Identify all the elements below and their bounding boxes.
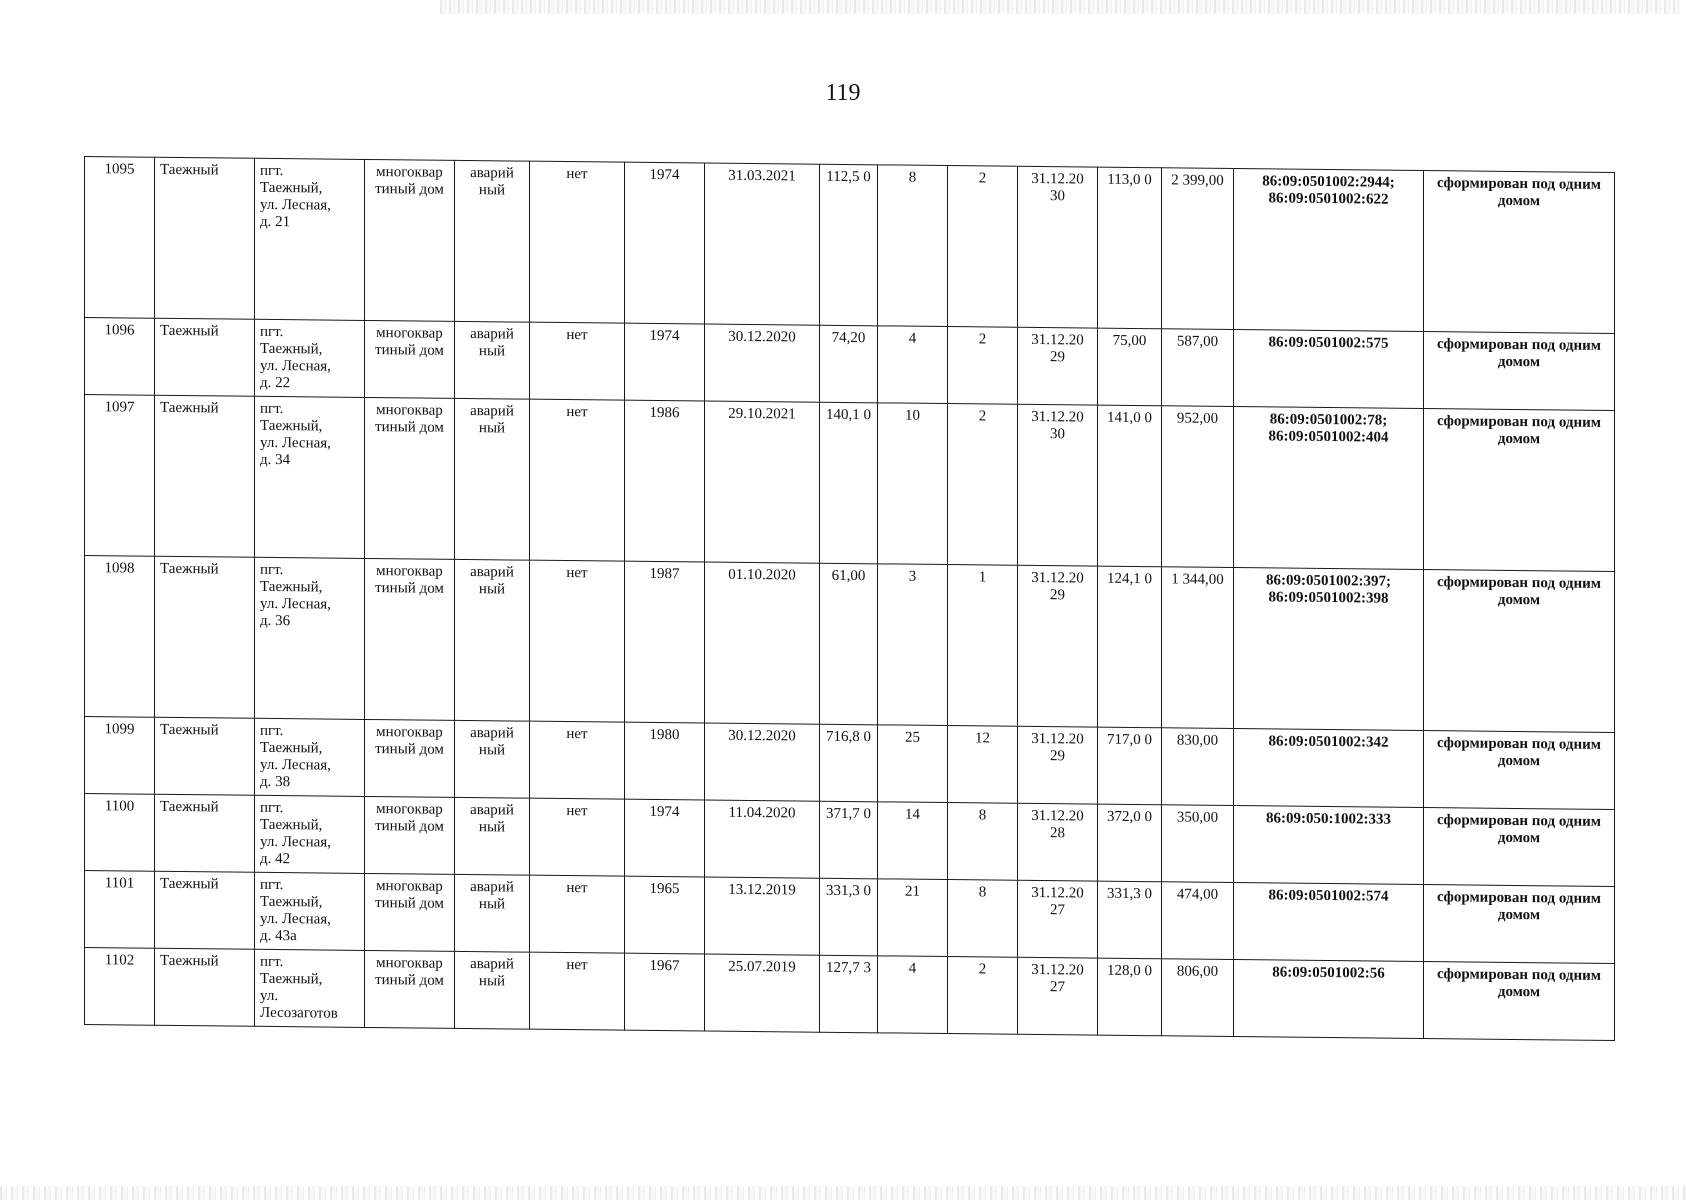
year: 1974 (625, 799, 705, 877)
date: 31.03.2021 (705, 163, 820, 325)
row-number: 1099 (85, 717, 155, 795)
deadline: 31.12.20 28 (1018, 803, 1098, 881)
residents: 4 (878, 956, 948, 1034)
cadastral-number: 86:09:050:1002:333 (1234, 806, 1424, 885)
cadastral-number: 86:09:0501002:2944; 86:09:0501002:622 (1234, 169, 1424, 332)
table-row (85, 395, 1615, 572)
status: нет (530, 322, 625, 400)
address: пгт. Таежный, ул. Лесная, д. 42 (255, 795, 365, 873)
address: пгт. Таежный, ул. Лесная, д. 36 (255, 557, 365, 719)
area: 716,8 0 (820, 724, 878, 802)
status: нет (530, 798, 625, 876)
row-number: 1097 (85, 395, 155, 557)
apartments: 12 (948, 726, 1018, 804)
land-status: сформирован под одним домом (1424, 409, 1615, 572)
apartments: 8 (948, 803, 1018, 881)
cost: 806,00 (1162, 959, 1234, 1037)
apartments: 8 (948, 880, 1018, 958)
scan-artifact-bottom (0, 1186, 1686, 1200)
cadastral-number: 86:09:0501002:78; 86:09:0501002:404 (1234, 407, 1424, 570)
building-type: многоквар тиный дом (365, 320, 455, 398)
building-type: многоквар тиный дом (365, 796, 455, 874)
apartments: 2 (948, 166, 1018, 328)
date: 25.07.2019 (705, 954, 820, 1032)
deadline: 31.12.20 29 (1018, 565, 1098, 727)
date: 30.12.2020 (705, 324, 820, 402)
cost: 830,00 (1162, 728, 1234, 806)
year: 1974 (625, 162, 705, 324)
area: 74,20 (820, 325, 878, 403)
date: 29.10.2021 (705, 401, 820, 563)
building-type: многоквар тиный дом (365, 558, 455, 720)
residents: 3 (878, 564, 948, 726)
residents: 4 (878, 326, 948, 404)
municipality: Таежный (155, 157, 255, 319)
municipality: Таежный (155, 395, 255, 557)
status: нет (530, 721, 625, 799)
municipality: Таежный (155, 794, 255, 872)
municipality: Таежный (155, 556, 255, 718)
area-2: 113,0 0 (1098, 167, 1162, 329)
address: пгт. Таежный, ул. Лесная, д. 43а (255, 872, 365, 950)
table-row (85, 948, 1615, 1041)
date: 13.12.2019 (705, 877, 820, 955)
area-2: 141,0 0 (1098, 405, 1162, 567)
cost: 1 344,00 (1162, 567, 1234, 729)
row-number: 1096 (85, 318, 155, 396)
year: 1986 (625, 400, 705, 562)
municipality: Таежный (155, 318, 255, 396)
land-status: сформирован под одним домом (1424, 171, 1615, 334)
row-number: 1095 (85, 157, 155, 319)
deadline: 31.12.20 29 (1018, 726, 1098, 804)
land-status: сформирован под одним домом (1424, 962, 1615, 1041)
date: 30.12.2020 (705, 723, 820, 801)
apartments: 1 (948, 565, 1018, 727)
housing-register-table (84, 156, 1615, 1041)
cost: 474,00 (1162, 882, 1234, 960)
area-2: 372,0 0 (1098, 804, 1162, 882)
condition: аварий ный (455, 874, 530, 952)
date: 01.10.2020 (705, 562, 820, 724)
status: нет (530, 952, 625, 1030)
area: 61,00 (820, 563, 878, 725)
row-number: 1100 (85, 794, 155, 872)
cost: 587,00 (1162, 329, 1234, 407)
status: нет (530, 560, 625, 722)
apartments: 2 (948, 957, 1018, 1035)
condition: аварий ный (455, 797, 530, 875)
year: 1965 (625, 876, 705, 954)
deadline: 31.12.20 27 (1018, 880, 1098, 958)
apartments: 2 (948, 404, 1018, 566)
area: 112,5 0 (820, 164, 878, 326)
cost: 350,00 (1162, 805, 1234, 883)
area-2: 75,00 (1098, 328, 1162, 406)
building-type: многоквар тиный дом (365, 159, 455, 321)
municipality: Таежный (155, 717, 255, 795)
building-type: многоквар тиный дом (365, 719, 455, 797)
year: 1980 (625, 722, 705, 800)
area-2: 124,1 0 (1098, 566, 1162, 728)
page-number: 119 (825, 80, 861, 106)
area-2: 717,0 0 (1098, 727, 1162, 805)
address: пгт. Таежный, ул. Лесная, д. 22 (255, 319, 365, 397)
area: 331,3 0 (820, 878, 878, 956)
area: 140,1 0 (820, 402, 878, 564)
building-type: многоквар тиный дом (365, 873, 455, 951)
cadastral-number: 86:09:0501002:397; 86:09:0501002:398 (1234, 568, 1424, 731)
row-number: 1098 (85, 556, 155, 718)
status: нет (530, 399, 625, 561)
building-type: многоквар тиный дом (365, 397, 455, 559)
area: 127,7 3 (820, 955, 878, 1033)
deadline: 31.12.20 30 (1018, 404, 1098, 566)
municipality: Таежный (155, 871, 255, 949)
residents: 8 (878, 165, 948, 327)
condition: аварий ный (455, 321, 530, 399)
residents: 21 (878, 879, 948, 957)
condition: аварий ный (455, 398, 530, 560)
row-number: 1102 (85, 948, 155, 1026)
year: 1967 (625, 953, 705, 1031)
residents: 10 (878, 403, 948, 565)
land-status: сформирован под одним домом (1424, 731, 1615, 810)
area-2: 128,0 0 (1098, 958, 1162, 1036)
row-number: 1101 (85, 871, 155, 949)
table-body (85, 157, 1615, 1041)
deadline: 31.12.20 30 (1018, 166, 1098, 328)
address: пгт. Таежный, ул. Лесная, д. 34 (255, 396, 365, 558)
residents: 14 (878, 802, 948, 880)
address: пгт. Таежный, ул. Лесозаготов (255, 949, 365, 1027)
table-row (85, 556, 1615, 733)
land-status: сформирован под одним домом (1424, 332, 1615, 411)
cost: 2 399,00 (1162, 168, 1234, 330)
cadastral-number: 86:09:0501002:342 (1234, 729, 1424, 808)
deadline: 31.12.20 27 (1018, 957, 1098, 1035)
residents: 25 (878, 725, 948, 803)
condition: аварий ный (455, 951, 530, 1029)
cadastral-number: 86:09:0501002:575 (1234, 330, 1424, 409)
year: 1987 (625, 561, 705, 723)
apartments: 2 (948, 327, 1018, 405)
area-2: 331,3 0 (1098, 881, 1162, 959)
cadastral-number: 86:09:0501002:56 (1234, 960, 1424, 1039)
status: нет (530, 161, 625, 323)
building-type: многоквар тиный дом (365, 950, 455, 1028)
date: 11.04.2020 (705, 800, 820, 878)
year: 1974 (625, 323, 705, 401)
area: 371,7 0 (820, 801, 878, 879)
scan-artifact-top (440, 0, 1680, 14)
deadline: 31.12.20 29 (1018, 327, 1098, 405)
municipality: Таежный (155, 948, 255, 1026)
condition: аварий ный (455, 720, 530, 798)
table-row (85, 157, 1615, 334)
land-status: сформирован под одним домом (1424, 885, 1615, 964)
land-status: сформирован под одним домом (1424, 808, 1615, 887)
condition: аварий ный (455, 559, 530, 721)
address: пгт. Таежный, ул. Лесная, д. 38 (255, 718, 365, 796)
cost: 952,00 (1162, 406, 1234, 568)
cadastral-number: 86:09:0501002:574 (1234, 883, 1424, 962)
land-status: сформирован под одним домом (1424, 570, 1615, 733)
condition: аварий ный (455, 160, 530, 322)
status: нет (530, 875, 625, 953)
address: пгт. Таежный, ул. Лесная, д. 21 (255, 158, 365, 320)
